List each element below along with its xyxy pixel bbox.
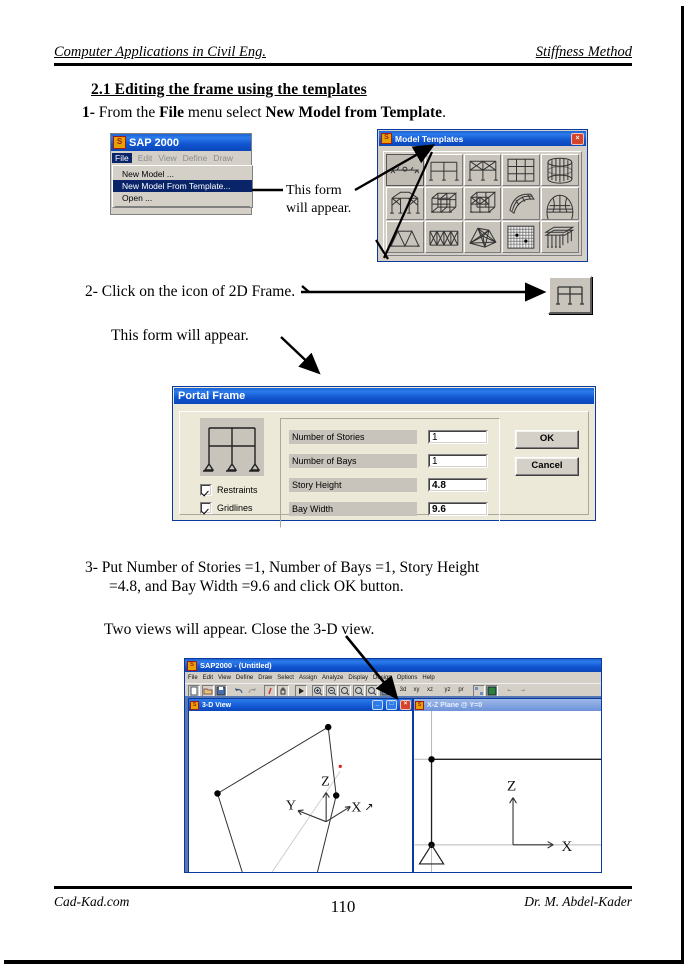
template-storage-tank[interactable] [541, 221, 579, 253]
new-icon[interactable] [188, 685, 200, 697]
portal-frame-titlebar [174, 388, 594, 404]
menu-item-new-model-from-template[interactable]: New Model From Template... [113, 180, 252, 192]
view-xz-window [413, 698, 602, 873]
footer-rule [54, 886, 632, 889]
sap2000-application-window [184, 658, 602, 873]
zoom-all-icon[interactable] [366, 685, 378, 697]
lock-icon[interactable] [277, 685, 289, 697]
menu-edit[interactable]: Edit [137, 153, 153, 163]
cancel-button[interactable]: Cancel [515, 457, 579, 476]
sap-logo-icon: S [113, 136, 126, 149]
refresh-icon[interactable] [264, 685, 276, 697]
view-yz-icon[interactable]: yz [442, 685, 454, 697]
view-xz-canvas[interactable] [414, 711, 602, 873]
template-3d-braced-frame[interactable] [464, 187, 502, 219]
sap2000-app-titlebar [185, 659, 601, 672]
model-templates-window [377, 129, 588, 262]
view-xz-icon[interactable]: xz [424, 685, 436, 697]
sap-logo-icon: S [381, 133, 392, 144]
number-of-bays-label: Number of Bays [289, 454, 417, 468]
model-templates-grid [383, 151, 582, 256]
step-1-text [82, 104, 446, 122]
template-2d-frame[interactable] [425, 154, 463, 186]
restraints-checkbox[interactable] [200, 484, 258, 496]
arrow-step2-tail [302, 286, 309, 292]
pan-icon[interactable] [380, 685, 392, 697]
template-truss-2d[interactable] [386, 221, 424, 253]
svg-text:Y: Y [285, 797, 297, 814]
arrow-to-portal-frame-dialog [281, 337, 318, 372]
field-row-story-height [289, 477, 491, 492]
callout-line-1: This form [286, 183, 342, 198]
redo-icon[interactable] [246, 685, 258, 697]
app-menu-design[interactable]: Design [373, 674, 392, 681]
app-menu-select[interactable]: Select [277, 674, 294, 681]
prev-icon[interactable]: ← [504, 685, 516, 697]
template-cylinder-shell[interactable] [541, 154, 579, 186]
menu-file[interactable]: File [112, 153, 132, 163]
page-number: 110 [330, 897, 356, 916]
app-menu-display[interactable]: Display [348, 674, 369, 681]
header-right-text: Stiffness Method [535, 44, 632, 60]
app-menu-analyze[interactable]: Analyze [321, 674, 344, 681]
view-xy-icon[interactable]: xy [411, 685, 423, 697]
sap2000-menu-window [110, 133, 252, 215]
page-border-right [681, 6, 684, 962]
app-menu-assign[interactable]: Assign [298, 674, 317, 681]
sap2000-app-title: SAP2000 - (Untitled) [200, 661, 272, 670]
template-barrel-shell[interactable] [502, 187, 540, 219]
view-xz-titlebar [414, 699, 602, 711]
2d-frame-icon[interactable] [548, 276, 592, 314]
checkbox-box[interactable] [200, 484, 212, 496]
close-icon[interactable]: × [400, 700, 411, 710]
this-form-will-appear-text: This form will appear. [111, 327, 249, 344]
footer-right-text: Dr. M. Abdel-Kader [524, 894, 632, 909]
view-3d-titlebar [189, 699, 412, 711]
app-menu-help[interactable]: Help [422, 674, 435, 681]
app-menu-edit[interactable]: Edit [202, 674, 214, 681]
portal-frame-body [179, 411, 589, 515]
restraints-label: Restraints [217, 485, 258, 495]
step-1-number: 1- [82, 104, 95, 121]
page-border-bottom [4, 960, 684, 964]
callout-line-2: will appear. [286, 200, 352, 216]
svg-text:X: X [351, 799, 362, 816]
field-row-number-of-stories [289, 429, 491, 444]
svg-text:Z: Z [321, 773, 330, 790]
sap2000-menubar [111, 151, 251, 165]
bay-width-input[interactable]: 9.6 [428, 502, 488, 516]
step-3-line-1: 3- Put Number of Stories =1, Number of Bays =1, Story Height [85, 559, 480, 576]
portal-frame-preview [200, 418, 264, 476]
page-header [54, 44, 632, 61]
close-icon[interactable]: × [571, 133, 584, 145]
zoom-out-icon[interactable] [326, 685, 338, 697]
save-icon[interactable] [215, 685, 227, 697]
step-3-text [85, 559, 595, 597]
svg-text:↗: ↗ [364, 801, 374, 814]
portal-frame-title: Portal Frame [178, 390, 246, 402]
view-3d-icon[interactable]: 3d [397, 685, 409, 697]
step-1-bold-template: New Model from Template [265, 104, 443, 121]
story-height-label: Story Height [289, 478, 417, 492]
svg-text:X: X [561, 838, 573, 855]
svg-text:Z: Z [506, 778, 517, 795]
app-menu-options[interactable]: Options [396, 674, 418, 681]
menu-item-open[interactable]: Open ... [122, 193, 153, 203]
zoom-window-icon[interactable] [339, 685, 351, 697]
template-truss-bridge[interactable] [425, 221, 463, 253]
perspective-icon[interactable]: pr [455, 685, 467, 697]
template-portal-braced[interactable] [386, 187, 424, 219]
callout-this-form-will-appear [286, 182, 351, 217]
view-xz-title: X-Z Plane @ Y=0 [427, 701, 483, 709]
number-of-bays-input[interactable]: 1 [428, 454, 488, 468]
app-menu-define[interactable]: Define [235, 674, 254, 681]
template-beam[interactable] [386, 154, 424, 186]
page-footer [54, 894, 632, 916]
section-title: 2.1 Editing the frame using the templates [91, 81, 367, 98]
view-3d-title: 3-D View [202, 701, 232, 709]
zoom-previous-icon[interactable] [353, 685, 365, 697]
undo-icon[interactable] [233, 685, 245, 697]
display-options-icon[interactable] [486, 685, 498, 697]
zoom-in-icon[interactable] [312, 685, 324, 697]
number-of-stories-label: Number of Stories [289, 430, 417, 444]
template-dome-shell[interactable] [541, 187, 579, 219]
next-icon[interactable]: → [517, 685, 529, 697]
header-left-text: Computer Applications in Civil Eng. [54, 44, 266, 60]
file-menu-dropdown [112, 165, 253, 208]
object-shrink-icon[interactable] [473, 685, 485, 697]
portal-frame-dialog [172, 386, 596, 521]
step-1-text-c: . [442, 104, 446, 121]
app-menu-draw[interactable]: Draw [258, 674, 273, 681]
sap2000-app-menubar [185, 672, 601, 683]
model-templates-titlebar [379, 131, 586, 146]
menu-separator [115, 206, 250, 207]
field-row-bay-width [289, 501, 491, 516]
maximize-icon[interactable]: □ [386, 700, 397, 710]
menu-item-new-model[interactable]: New Model ... [122, 169, 174, 179]
checkbox-box[interactable] [200, 502, 212, 514]
template-space-truss[interactable] [464, 221, 502, 253]
ok-button[interactable]: OK [515, 430, 579, 449]
mdi-client-area [185, 696, 602, 873]
footer-left-text: Cad-Kad.com [54, 894, 130, 909]
step-1-bold-file: File [159, 104, 185, 121]
app-menu-view[interactable]: View [218, 674, 231, 681]
step-2-text: 2- Click on the icon of 2D Frame. [85, 283, 296, 300]
view-3d-canvas[interactable] [189, 711, 412, 873]
template-2d-braced-frame[interactable] [464, 154, 502, 186]
header-rule [54, 63, 632, 66]
sap-logo-icon: S [187, 661, 197, 671]
sap2000-menu-titlebar [111, 134, 251, 151]
menu-view[interactable]: View [158, 153, 177, 163]
sap-logo-icon: S [415, 701, 424, 710]
menu-draw[interactable]: Draw [213, 153, 234, 163]
sap2000-menu-title: SAP 2000 [129, 136, 179, 149]
step-3-line-2: =4.8, and Bay Width =9.6 and click OK button. [109, 577, 404, 595]
bay-width-label: Bay Width [289, 502, 417, 516]
story-height-input[interactable]: 4.8 [428, 478, 488, 492]
menu-define[interactable]: Define [182, 153, 208, 163]
step-1-text-a: From the [94, 104, 160, 121]
field-row-number-of-bays [289, 453, 491, 468]
two-views-text: Two views will appear. Close the 3-D view. [104, 621, 375, 638]
view-3d-window [188, 698, 413, 873]
gridlines-checkbox[interactable] [200, 502, 253, 514]
app-menu-file[interactable]: File [188, 674, 198, 681]
template-3d-frame[interactable] [425, 187, 463, 219]
portal-frame-field-group [280, 418, 500, 528]
model-templates-title: Model Templates [395, 133, 464, 144]
sap-logo-icon: S [190, 701, 199, 710]
run-icon[interactable] [295, 685, 307, 697]
open-icon[interactable] [202, 685, 214, 697]
template-2d-grid[interactable] [502, 154, 540, 186]
number-of-stories-input[interactable]: 1 [428, 430, 488, 444]
minimize-icon[interactable]: _ [372, 700, 383, 710]
gridlines-label: Gridlines [217, 503, 253, 513]
sap2000-app-toolbar [185, 683, 601, 697]
step-1-text-b: menu select [184, 104, 266, 121]
template-solid-block[interactable] [502, 221, 540, 253]
